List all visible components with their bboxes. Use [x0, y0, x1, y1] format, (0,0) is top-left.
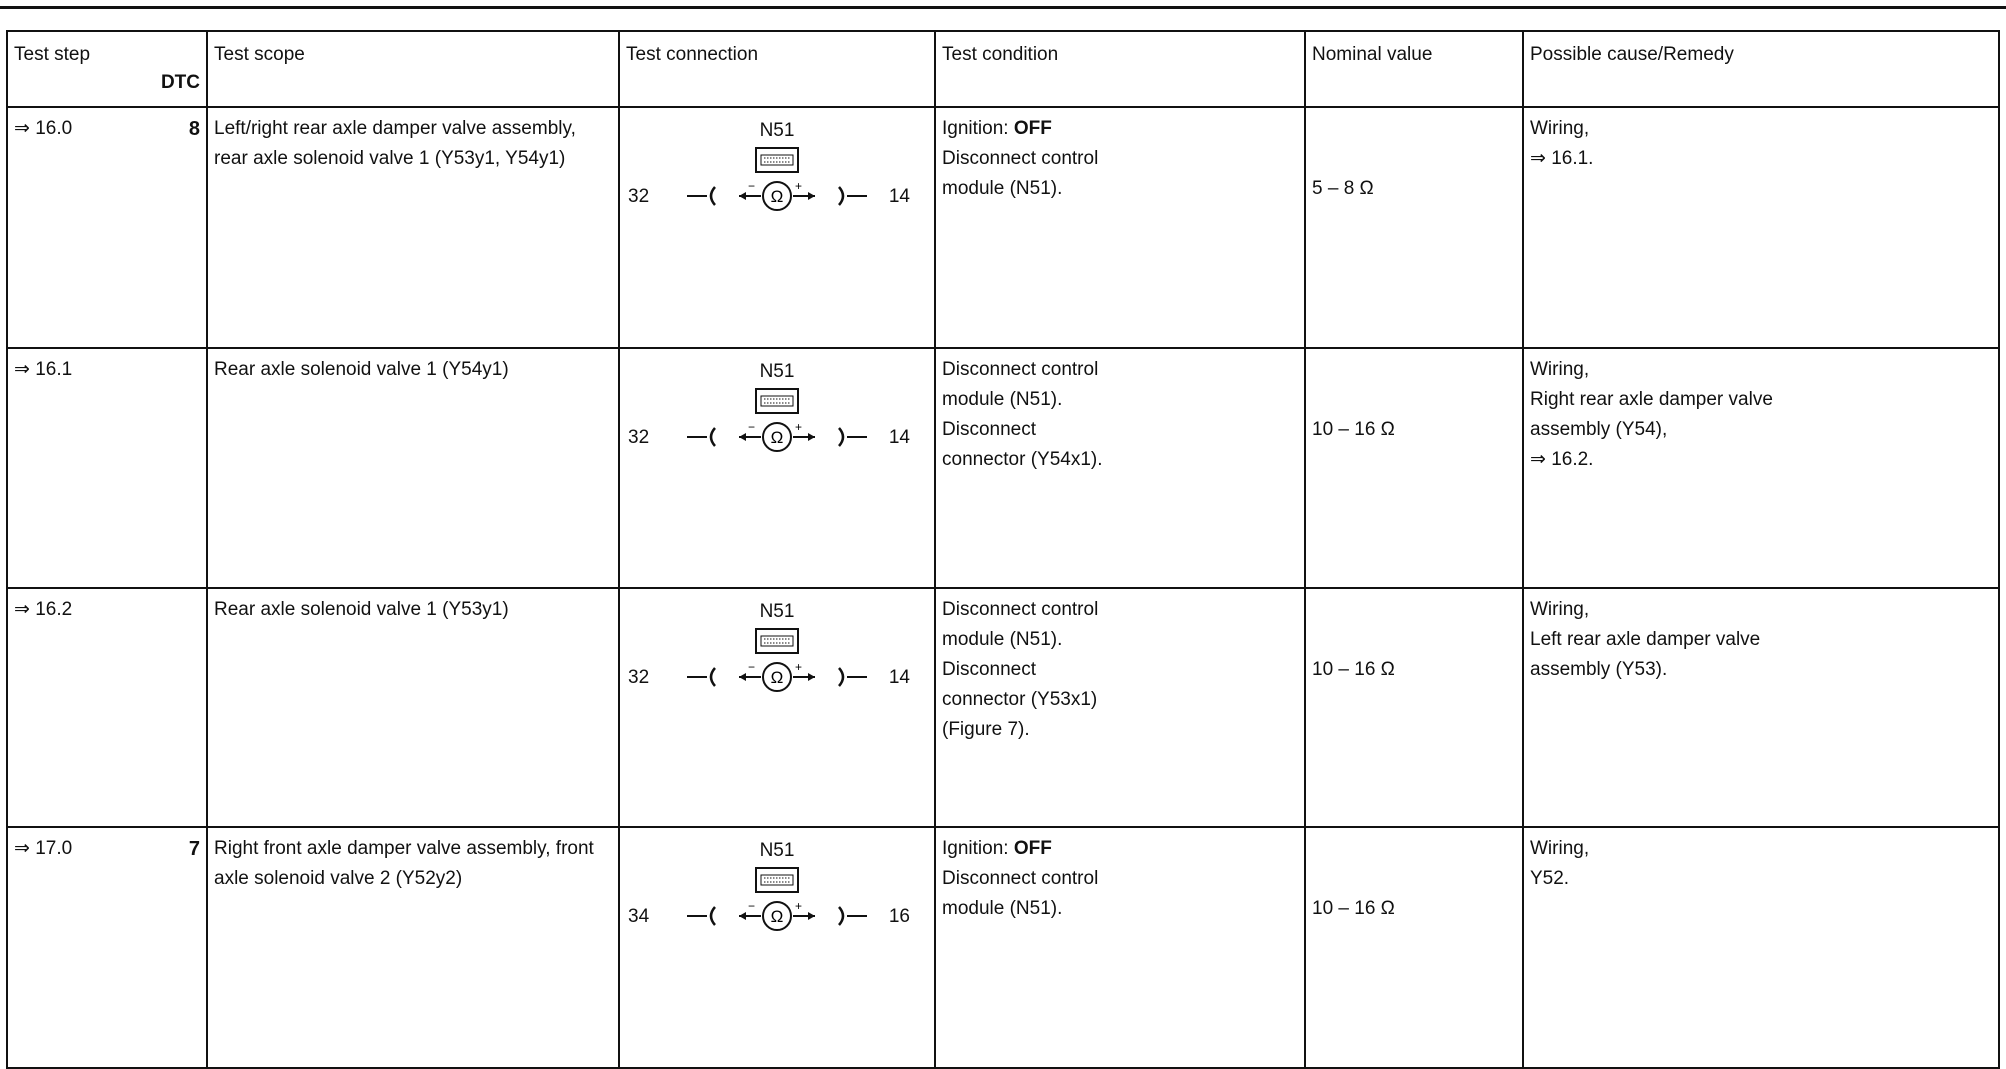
possible-cause-cell: [1523, 107, 1999, 348]
test-step-cell: [7, 107, 207, 348]
module-label: N51: [759, 120, 795, 141]
possible-cause-cell: [1523, 827, 1999, 1068]
condition-line: module (N51).: [942, 389, 1063, 410]
header-dtc-label: DTC: [160, 72, 200, 93]
condition-line: Disconnect: [942, 419, 1036, 440]
svg-text:+: +: [795, 179, 803, 193]
table-row: [7, 107, 1999, 348]
svg-text:Ω: Ω: [770, 907, 784, 926]
pin-left: 32: [628, 186, 650, 207]
cause-line: Left rear axle damper valve: [1530, 629, 1761, 650]
cause-line: Wiring,: [1530, 599, 1590, 620]
test-connection-cell: [619, 588, 935, 827]
svg-text:−: −: [748, 420, 756, 434]
cause-line: Wiring,: [1530, 838, 1590, 859]
test-step-cell: [7, 827, 207, 1068]
condition-value: OFF: [1013, 118, 1052, 139]
cause-line: ⇒ 16.2.: [1530, 449, 1594, 470]
condition-line: [942, 114, 1298, 144]
test-condition-cell: [935, 107, 1305, 348]
connector-module-icon: [755, 628, 799, 654]
connector-module-icon: [755, 388, 799, 414]
svg-text:−: −: [748, 179, 756, 193]
pin-left: 32: [628, 427, 650, 448]
test-connection-cell: [619, 827, 935, 1068]
svg-text:Ω: Ω: [770, 187, 784, 206]
ohmmeter-icon: [685, 419, 869, 455]
pin-right: 16: [888, 906, 910, 927]
possible-cause-cell: [1523, 348, 1999, 588]
test-connection-cell: [619, 348, 935, 588]
condition-label: Ignition:: [942, 118, 1014, 139]
test-step-cell: [7, 348, 207, 588]
header-nominal-value: Nominal value: [1305, 31, 1523, 107]
cause-line: Wiring,: [1530, 118, 1590, 139]
svg-text:−: −: [748, 899, 756, 913]
test-step: ⇒ 16.2: [14, 599, 73, 620]
top-rule: [0, 6, 2006, 9]
condition-line: module (N51).: [942, 178, 1063, 199]
nominal-value: 10 – 16 Ω: [1305, 348, 1523, 588]
table-row: [7, 348, 1999, 588]
dtc-code: 7: [188, 838, 200, 860]
condition-line: Disconnect control: [942, 599, 1099, 620]
header-test-condition: Test condition: [935, 31, 1305, 107]
module-label: N51: [759, 840, 795, 861]
table-row: [7, 588, 1999, 827]
cause-line: Y52.: [1530, 868, 1570, 889]
module-label: N51: [759, 361, 795, 382]
nominal-value: 10 – 16 Ω: [1305, 588, 1523, 827]
condition-line: Disconnect control: [942, 359, 1099, 380]
test-connection-cell: [619, 107, 935, 348]
cause-line: Wiring,: [1530, 359, 1590, 380]
condition-line: Disconnect control: [942, 148, 1099, 169]
cause-line: Right rear axle damper valve: [1530, 389, 1773, 410]
nominal-value: 5 – 8 Ω: [1305, 107, 1523, 348]
condition-line: [942, 834, 1298, 864]
header-test-step: [7, 31, 207, 107]
condition-line: Disconnect: [942, 659, 1036, 680]
condition-line: (Figure 7).: [942, 719, 1030, 740]
test-table: [6, 30, 2000, 1069]
header-test-connection: Test connection: [619, 31, 935, 107]
connector-module-icon: [755, 867, 799, 893]
test-step: ⇒ 16.1: [14, 359, 73, 380]
pin-left: 34: [628, 906, 650, 927]
header-test-step-label: Test step: [14, 44, 91, 65]
pin-right: 14: [888, 186, 910, 207]
test-condition-cell: [935, 827, 1305, 1068]
pin-right: 14: [888, 667, 910, 688]
condition-label: Ignition:: [942, 838, 1014, 859]
possible-cause-cell: [1523, 588, 1999, 827]
ohmmeter-icon: [685, 659, 869, 695]
svg-text:+: +: [795, 660, 803, 674]
svg-text:Ω: Ω: [770, 668, 784, 687]
nominal-value: 10 – 16 Ω: [1305, 827, 1523, 1068]
condition-line: connector (Y54x1).: [942, 449, 1103, 470]
pin-left: 32: [628, 667, 650, 688]
ohmmeter-icon: [685, 898, 869, 934]
header-row: [7, 31, 1999, 107]
pin-right: 14: [888, 427, 910, 448]
cause-line: assembly (Y54),: [1530, 419, 1668, 440]
test-condition-cell: [935, 588, 1305, 827]
condition-line: module (N51).: [942, 898, 1063, 919]
header-test-scope: Test scope: [207, 31, 619, 107]
ohmmeter-icon: [685, 178, 869, 214]
svg-text:+: +: [795, 899, 803, 913]
test-scope: Rear axle solenoid valve 1 (Y53y1): [207, 588, 619, 827]
test-scope: Rear axle solenoid valve 1 (Y54y1): [207, 348, 619, 588]
dtc-code: 8: [188, 118, 200, 140]
connector-module-icon: [755, 147, 799, 173]
svg-text:−: −: [748, 660, 756, 674]
header-possible-cause: Possible cause/Remedy: [1523, 31, 1999, 107]
test-scope: Left/right rear axle damper valve assembly, rear axle solenoid valve 1 (Y53y1, Y54y1): [207, 107, 619, 348]
cause-line: assembly (Y53).: [1530, 659, 1668, 680]
module-label: N51: [759, 601, 795, 622]
condition-line: connector (Y53x1): [942, 689, 1098, 710]
test-step: ⇒ 17.0: [14, 838, 73, 859]
test-step: ⇒ 16.0: [14, 118, 73, 139]
test-condition-cell: [935, 348, 1305, 588]
svg-text:+: +: [795, 420, 803, 434]
test-scope: Right front axle damper valve assembly, front axle solenoid valve 2 (Y52y2): [207, 827, 619, 1068]
condition-line: Disconnect control: [942, 868, 1099, 889]
test-step-cell: [7, 588, 207, 827]
condition-value: OFF: [1013, 838, 1052, 859]
svg-text:Ω: Ω: [770, 428, 784, 447]
cause-line: ⇒ 16.1.: [1530, 148, 1594, 169]
table-row: [7, 827, 1999, 1068]
condition-line: module (N51).: [942, 629, 1063, 650]
